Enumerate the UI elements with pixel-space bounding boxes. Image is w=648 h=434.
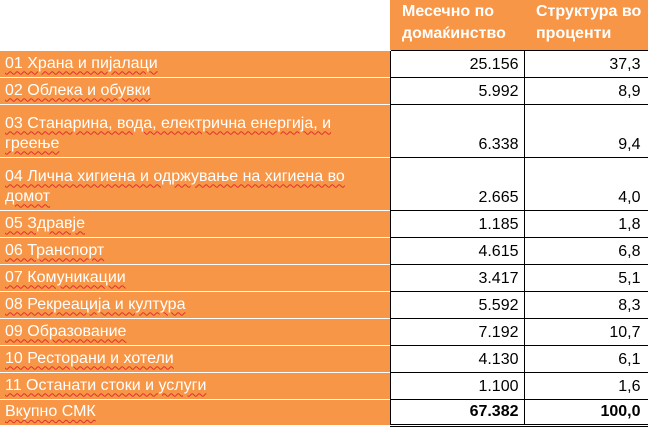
- row-share: 8,3: [524, 291, 648, 318]
- row-monthly: 3.417: [390, 264, 524, 291]
- total-monthly: 67.382: [390, 399, 524, 425]
- row-monthly: 4.130: [390, 345, 524, 372]
- total-share: 100,0: [524, 399, 648, 425]
- row-share: 5,1: [524, 264, 648, 291]
- row-share: 6,8: [524, 237, 648, 264]
- table-row: [0, 237, 648, 264]
- row-share: 9,4: [524, 104, 648, 157]
- table-row: [0, 318, 648, 345]
- row-share: 37,3: [524, 50, 648, 77]
- row-label: 01 Храна и пијалаци: [0, 50, 390, 77]
- row-label: 03 Станарина, вода, електрична енергија, и греење: [0, 104, 390, 157]
- row-monthly: 25.156: [390, 50, 524, 77]
- row-monthly: 5.992: [390, 77, 524, 104]
- row-share: 1,8: [524, 210, 648, 237]
- row-label: 08 Рекреација и култура: [0, 291, 390, 318]
- total-row: [0, 399, 648, 425]
- table-row: [0, 77, 648, 104]
- row-label: 04 Лична хигиена и одржување на хигиена во домот: [0, 157, 390, 210]
- header-monthly: Месечно по домаќинство: [390, 0, 524, 50]
- header-row: [0, 0, 648, 50]
- row-monthly: 6.338: [390, 104, 524, 157]
- row-label: 10 Ресторани и хотели: [0, 345, 390, 372]
- row-label: 07 Комуникации: [0, 264, 390, 291]
- row-monthly: 4.615: [390, 237, 524, 264]
- row-share: 10,7: [524, 318, 648, 345]
- row-label: 11 Останати стоки и услуги: [0, 372, 390, 399]
- table-row: [0, 104, 648, 157]
- row-monthly: 1.100: [390, 372, 524, 399]
- row-label: 05 Здравје: [0, 210, 390, 237]
- row-monthly: 7.192: [390, 318, 524, 345]
- table-row: [0, 264, 648, 291]
- row-label: 06 Транспорт: [0, 237, 390, 264]
- row-share: 6,1: [524, 345, 648, 372]
- total-label: Вкупно СМК: [0, 399, 390, 425]
- row-monthly: 1.185: [390, 210, 524, 237]
- row-monthly: 2.665: [390, 157, 524, 210]
- header-structure: Структура во проценти: [524, 0, 648, 50]
- table-row: [0, 291, 648, 318]
- row-share: 4,0: [524, 157, 648, 210]
- row-monthly: 5.592: [390, 291, 524, 318]
- row-share: 1,6: [524, 372, 648, 399]
- row-label: 09 Образование: [0, 318, 390, 345]
- table-row: [0, 372, 648, 399]
- table-row: [0, 50, 648, 77]
- row-share: 8,9: [524, 77, 648, 104]
- table-row: [0, 210, 648, 237]
- table-row: [0, 157, 648, 210]
- table-row: [0, 345, 648, 372]
- header-blank-cell: [0, 0, 390, 50]
- row-label: 02 Облека и обувки: [0, 77, 390, 104]
